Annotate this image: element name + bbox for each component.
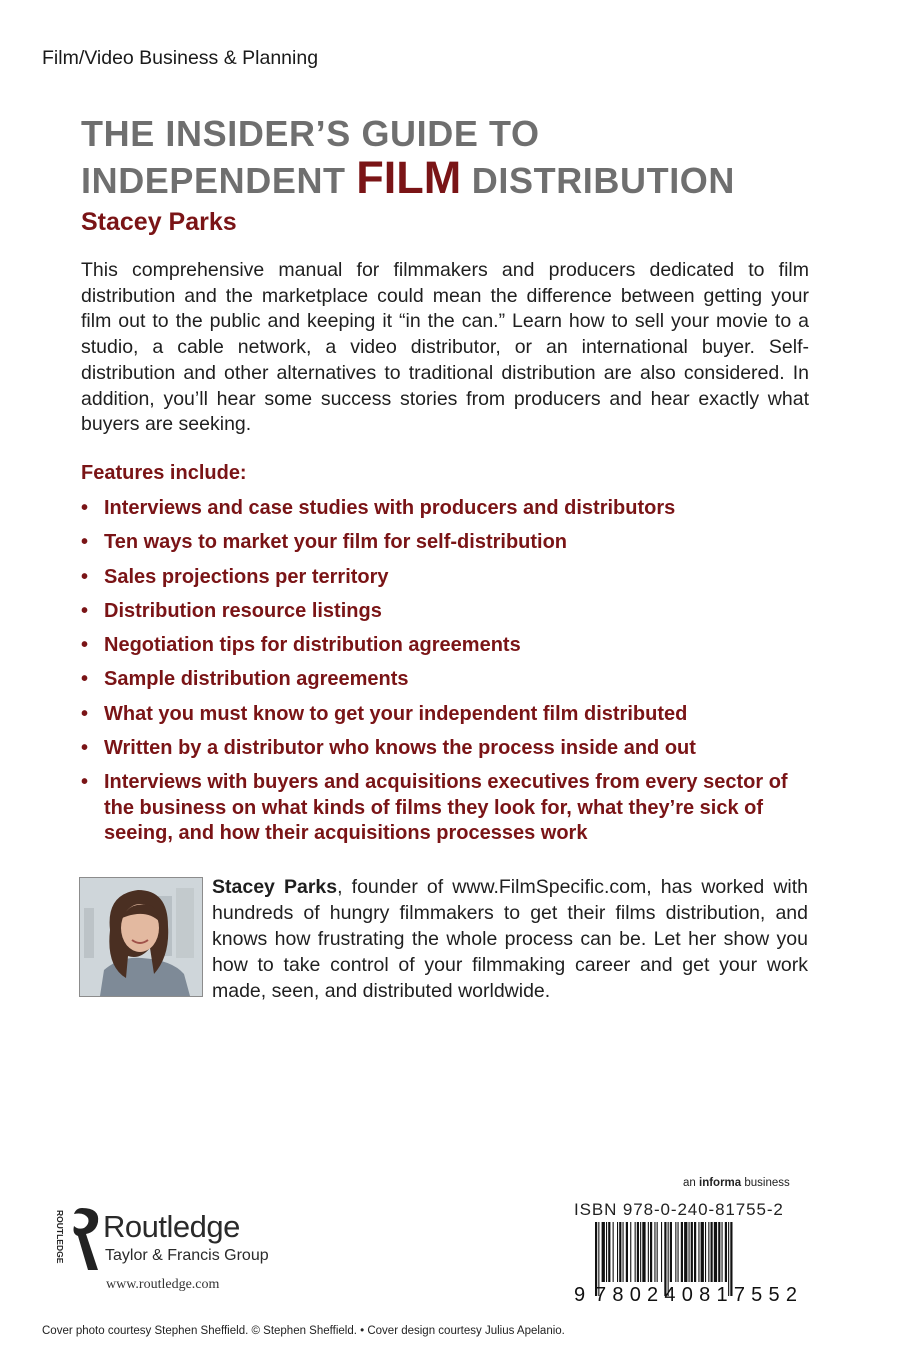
barcode-bar	[626, 1222, 628, 1282]
feature-item	[81, 633, 811, 659]
cover-credits: Cover photo courtesy Stephen Sheffield. © Stephen Sheffield. • Cover design courtesy Julius Apelanio.	[42, 1325, 565, 1337]
feature-item	[81, 530, 811, 556]
feature-item	[81, 667, 811, 693]
barcode-digits: 780240817552	[595, 1284, 797, 1304]
bullet-icon: •	[81, 737, 89, 760]
bullet-icon: •	[81, 565, 89, 588]
barcode-bar	[637, 1222, 639, 1282]
feature-text: Distribution resource listings	[104, 599, 382, 622]
feature-item	[81, 599, 811, 625]
barcode-bar	[714, 1222, 717, 1282]
routledge-logo-icon	[48, 1206, 108, 1272]
bio-name: Stacey Parks	[212, 876, 338, 898]
barcode-bar	[725, 1222, 727, 1282]
barcode-bar	[694, 1222, 696, 1282]
bullet-icon: •	[81, 771, 89, 794]
informa-prefix: an	[683, 1177, 699, 1189]
barcode-bar	[602, 1222, 605, 1282]
barcode-bar	[613, 1222, 614, 1282]
feature-item	[81, 702, 811, 728]
publisher-url: www.routledge.com	[106, 1277, 220, 1292]
barcode-bar	[675, 1222, 676, 1282]
barcode-bar	[623, 1222, 624, 1282]
barcode-bar	[691, 1222, 693, 1282]
bullet-icon: •	[81, 531, 89, 554]
barcode-bar	[619, 1222, 621, 1282]
barcode-bar	[642, 1222, 645, 1282]
bullet-icon: •	[81, 668, 89, 691]
barcode-bar	[681, 1222, 683, 1282]
features-list	[81, 496, 811, 856]
feature-text: Ten ways to market your film for self-distribution	[104, 531, 568, 554]
barcode-bar	[678, 1222, 679, 1282]
feature-item	[81, 496, 811, 522]
barcode-bar	[718, 1222, 720, 1282]
title-line-1: THE INSIDER’S GUIDE TO	[81, 113, 540, 154]
barcode-bar	[608, 1222, 610, 1282]
barcode-bar	[722, 1222, 723, 1282]
barcode-bar	[698, 1222, 699, 1282]
barcode-bar	[661, 1222, 662, 1282]
publisher-name: Routledge	[103, 1209, 240, 1244]
barcode-bar	[705, 1222, 706, 1282]
feature-text: Interviews with buyers and acquisitions executives from every sector of the business on what kinds of films they look for, what they’re sick of seeing, and how their acquisitions processes work	[104, 771, 788, 845]
barcode-bar	[606, 1222, 607, 1282]
logo-text: ROUTLEDGE	[55, 1210, 65, 1264]
feature-item	[81, 770, 811, 847]
author-photo	[79, 877, 203, 997]
barcode-bar	[701, 1222, 704, 1282]
feature-text: Sales projections per territory	[104, 565, 389, 588]
feature-text: Written by a distributor who knows the process inside and out	[104, 737, 696, 760]
barcode-bar	[684, 1222, 687, 1282]
barcode-bar	[657, 1222, 658, 1282]
bullet-icon: •	[81, 702, 89, 725]
author-bio	[212, 874, 808, 1004]
barcode	[573, 1222, 799, 1304]
informa-suffix: business	[741, 1177, 790, 1189]
barcode-bar	[635, 1222, 636, 1282]
bullet-icon: •	[81, 497, 89, 519]
feature-text: What you must know to get your independent film distributed	[104, 702, 688, 725]
feature-text: Interviews and case studies with producers and distributors	[104, 497, 676, 519]
features-heading: Features include:	[81, 462, 247, 484]
barcode-bar	[640, 1222, 641, 1282]
author-name: Stacey Parks	[81, 208, 237, 236]
title-suffix: DISTRIBUTION	[461, 160, 735, 201]
informa-tagline	[683, 1177, 790, 1189]
barcode-bar	[728, 1222, 729, 1296]
barcode-bar	[689, 1222, 690, 1282]
publisher-group: Taylor & Francis Group	[105, 1247, 269, 1264]
bullet-icon: •	[81, 634, 89, 657]
feature-item	[81, 736, 811, 762]
barcode-bar	[617, 1222, 618, 1282]
barcode-bar	[650, 1222, 652, 1282]
title-line-2	[81, 152, 841, 203]
feature-item	[81, 565, 811, 591]
barcode-bar	[670, 1222, 672, 1282]
isbn-label: ISBN 978-0-240-81755-2	[574, 1200, 784, 1219]
category-label: Film/Video Business & Planning	[42, 47, 319, 69]
barcode-bar	[648, 1222, 649, 1282]
barcode-bar	[630, 1222, 631, 1282]
title-prefix: INDEPENDENT	[81, 160, 357, 201]
bullet-icon: •	[81, 599, 89, 622]
barcode-lead-digit: 9	[574, 1284, 586, 1304]
barcode-bar	[654, 1222, 655, 1282]
informa-brand: informa	[699, 1177, 742, 1189]
feature-text: Negotiation tips for distribution agreements	[104, 634, 521, 657]
barcode-bar	[711, 1222, 713, 1282]
feature-text: Sample distribution agreements	[104, 668, 409, 691]
bio-text: , founder of www.FilmSpecific.com, has worked with hundreds of hungry filmmakers to get their films distribution, and knows how frustrating the whole process can be. Let her show you how to take control of your filmmaking career and get your work made, seen, and distributed worldwide.	[212, 876, 808, 1002]
barcode-bar	[730, 1222, 732, 1296]
title-highlight: FILM	[356, 152, 462, 203]
book-description: This comprehensive manual for filmmakers and producers dedicated to film distribution and the marketplace could mean the difference between getting your film out to the public and keeping it “in the can.” Learn how to sell your movie to a studio, a cable network, a video distributor, or an international buyer. Self-distribution and other alternatives to traditional distribution are also considered. In addition, you’ll hear some success stories from producers and hear exactly what buyers are seeking.	[81, 259, 809, 436]
barcode-bar	[708, 1222, 709, 1282]
book-title	[81, 112, 841, 203]
